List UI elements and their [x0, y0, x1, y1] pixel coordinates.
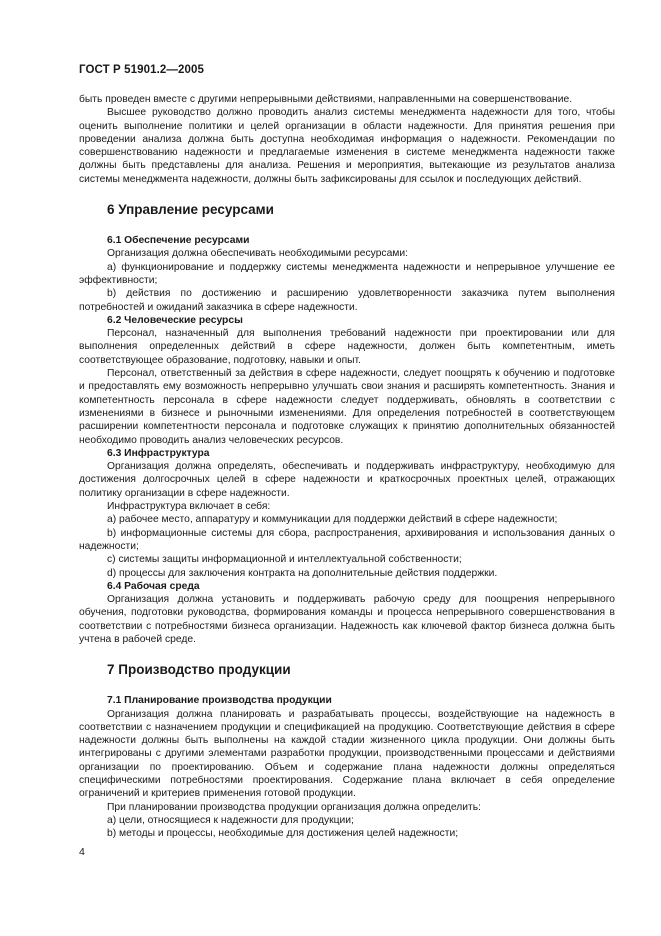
list-item: d) процессы для заключения контракта на дополнительные действия поддержки.	[107, 567, 498, 579]
subsection-6-4-heading: 6.4 Рабочая среда	[107, 580, 200, 592]
subsection-6-1-heading: 6.1 Обеспечение ресурсами	[107, 235, 250, 247]
page-number: 4	[79, 846, 85, 858]
list-item: а) цели, относящиеся к надежности для продукции;	[107, 814, 354, 826]
subsection-7-1-heading: 7.1 Планирование производства продукции	[107, 695, 332, 707]
list-item: а) рабочее место, аппаратуру и коммуникации для поддержки действий в сфере надежности;	[107, 514, 558, 526]
document-header: ГОСТ Р 51901.2—2005	[79, 64, 204, 76]
subsection-6-2-heading: 6.2 Человеческие ресурсы	[107, 314, 243, 326]
paragraph: Персонал, назначенный для выполнения требований надежности при проектировании или для выполнения определенных действий в сфере надежности, должен быть компетентным, иметь соответствующее образование, подготовку, навыки и опыт.	[79, 328, 615, 366]
list-item: b) действия по достижению и расширению удовлетворенности заказчика путем выполнения потребностей и ожиданий заказчика в сфере надежности.	[79, 288, 615, 313]
paragraph: Организация должна обеспечивать необходимыми ресурсами:	[107, 248, 408, 260]
paragraph: Организация должна установить и поддерживать рабочую среду для поощрения непрерывного обучения, подготовки руководства, формирования команды и процесса непрерывного совершенствования в соответствии с потребностями бизнеса организации. Надежность как ключевой фактор бизнеса должна быть учтена в рабочей среде.	[79, 594, 615, 645]
paragraph: При планировании производства продукции организация должна определить:	[107, 801, 481, 813]
section-6-heading: 6 Управление ресурсами	[107, 202, 274, 218]
section-7-heading: 7 Производство продукции	[107, 662, 291, 678]
paragraph: Инфраструктура включает в себя:	[107, 501, 271, 513]
intro-paragraph: Высшее руководство должно проводить анализ системы менеджмента надежности для того, чтобы оценить выполнение политики и целей организации в области надежности. Для принятия решения при проведении анализа должна быть доступна необходимая информация о надежности. Рекомендации по совершенствованию надежности и предлагаемые изменения в системе менеджмента надежности также должны быть представлены для анализа. Решения и мероприятия, вытекающие из результатов анализа системы менеджмента надежности, должны быть зафиксированы для ссылок и последующих действий.	[79, 107, 615, 185]
list-item: b) информационные системы для сбора, распространения, архивирования и использования данных о надежности;	[79, 527, 615, 552]
paragraph: Организация должна определять, обеспечивать и поддерживать инфраструктуру, необходимую для достижения долгосрочных целей в сфере надежности и краткосрочных проектных целей, отражающих политику организации в сфере надежности.	[79, 461, 615, 499]
intro-continuation: быть проведен вместе с другими непрерывными действиями, направленными на совершенствование.	[79, 94, 573, 105]
list-item: b) методы и процессы, необходимые для достижения целей надежности;	[107, 828, 459, 840]
document-body	[79, 93, 615, 841]
list-item: с) системы защиты информационной и интеллектуальной собственности;	[107, 554, 462, 566]
subsection-6-3-heading: 6.3 Инфраструктура	[107, 447, 210, 459]
paragraph: Персонал, ответственный за действия в сфере надежности, следует поощрять к обучению и подготовке и предоставлять ему возможность непрерывно улучшать свои знания и расширять компетентность. Знания и компетентность персонала в сфере надежности следует поддерживать, обновлять в соответствии с изменениями в бизнесе и рыночными изменениями. Для определения потребностей в соответствующем расширении компетентности персонала и подготовке служащих к принятию дополнительных обязанностей необходимо проводить анализ человеческих ресурсов.	[79, 368, 615, 446]
list-item: а) функционирование и поддержку системы менеджмента надежности и непрерывное улучшение ее эффективности;	[79, 261, 615, 286]
paragraph: Организация должна планировать и разрабатывать процессы, воздействующие на надежность в соответствии с назначением продукции и спецификацией на продукцию. Соответствующие действия в сфере надежности должны быть выполнены на каждой стадии жизненного цикла продукции. Они должны быть интегрированы с другими элементами разработки продукции, производственными процессами и действиями организации по проектированию. Объем и содержание плана надежности должны определяться специфическими потребностями проектирования. Содержание плана включает в себя определение ограничений и критериев применения готовой продукции.	[79, 708, 615, 800]
